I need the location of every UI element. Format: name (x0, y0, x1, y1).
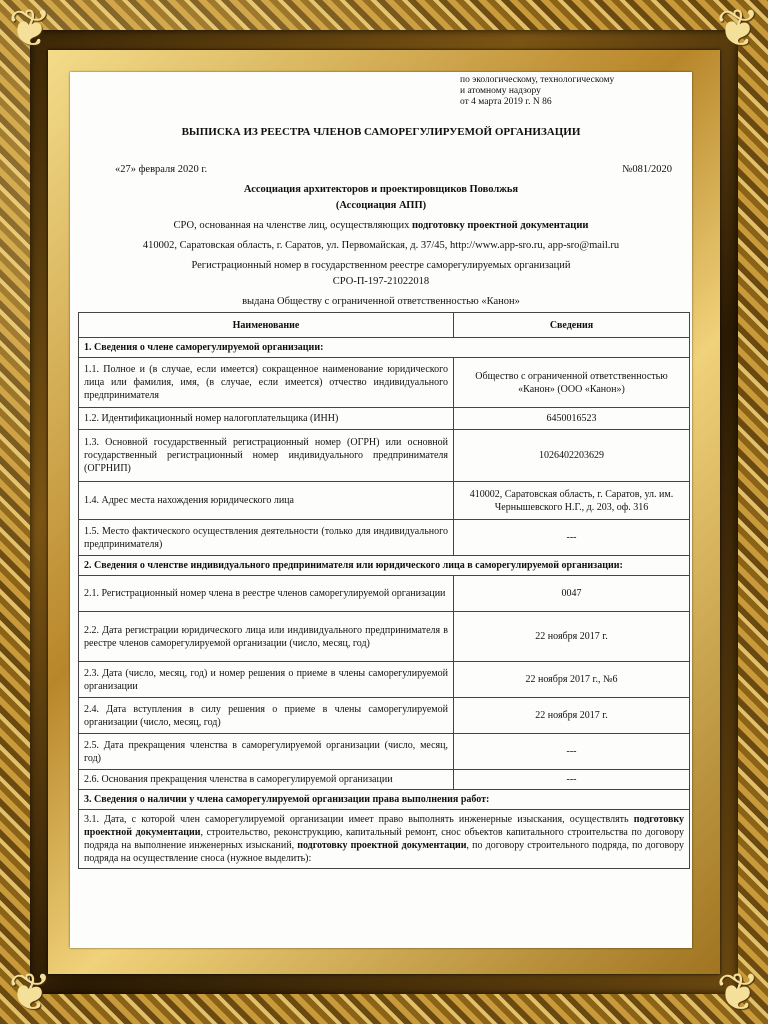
corner-ornament-icon: ❦ (8, 965, 52, 1022)
row-value: --- (454, 770, 690, 790)
organization-address: 410002, Саратовская область, г. Саратов, ул. Первомайская, д. 37/45, http://www.app-sro.ru, app-sro@mail.ru (142, 240, 620, 251)
table-row (79, 408, 690, 430)
table-row (79, 698, 690, 734)
corner-ornament-icon: ❦ (716, 1, 760, 58)
organization-name: Ассоциация архитекторов и проектировщиков Поволжья (243, 184, 519, 195)
approval-note (460, 75, 614, 108)
approval-line: от 4 марта 2019 г. N 86 (460, 97, 552, 107)
sro-description-bold: подготовку проектной документации (411, 220, 589, 231)
table-header-row (79, 313, 690, 338)
document-page (70, 72, 692, 948)
table-row (79, 810, 690, 869)
row-label: 2.1. Регистрационный номер члена в реестре членов саморегулируемой организации (79, 576, 454, 612)
row-3-1 (79, 810, 690, 869)
row-value: --- (454, 734, 690, 770)
registry-number: СРО-П-197-21022018 (332, 276, 430, 287)
document-title: ВЫПИСКА ИЗ РЕЕСТРА ЧЛЕНОВ САМОРЕГУЛИРУЕМОЙ ОРГАНИЗАЦИИ (181, 126, 581, 138)
row-label: 2.3. Дата (число, месяц, год) и номер решения о приеме в члены саморегулируемой организации (79, 662, 454, 698)
organization-block (70, 182, 692, 214)
corner-ornament-icon: ❦ (716, 965, 760, 1022)
section-row (79, 556, 690, 576)
table-row (79, 482, 690, 520)
row-3-1-bold: подготовку проектной документации (297, 840, 467, 851)
table-row (79, 770, 690, 790)
organization-short-name: (Ассоциация АПП) (335, 200, 427, 211)
row-3-1-text: 3.1. Дата, с которой член саморегулируемой организации имеет право выполнять инженерные изыскания, осуществлять (84, 814, 634, 825)
section-3-title: 3. Сведения о наличии у члена саморегулируемой организации права выполнения работ: (79, 790, 690, 810)
table-row (79, 734, 690, 770)
table-row (79, 430, 690, 482)
approval-line: по экологическому, технологическому (460, 75, 615, 85)
row-label: 2.2. Дата регистрации юридического лица или индивидуального предпринимателя в реестре членов саморегулируемой организации (число, месяц, год) (79, 612, 454, 662)
corner-ornament-icon: ❦ (8, 1, 52, 58)
column-header-name: Наименование (79, 313, 454, 338)
sro-description (70, 220, 692, 231)
document-date: «27» февраля 2020 г. (115, 164, 208, 175)
row-value: 0047 (454, 576, 690, 612)
section-row (79, 338, 690, 358)
document-number: №081/2020 (622, 164, 672, 175)
row-value: 22 ноября 2017 г., №6 (454, 662, 690, 698)
registry-line: Регистрационный номер в государственном реестре саморегулируемых организаций (191, 260, 571, 271)
table-row (79, 358, 690, 408)
section-row (79, 790, 690, 810)
row-label: 1.4. Адрес места нахождения юридического лица (79, 482, 454, 520)
section-2-title: 2. Сведения о членстве индивидуального предпринимателя или юридического лица в саморегулируемой организации: (79, 556, 690, 576)
row-value: 410002, Саратовская область, г. Саратов, ул. им. Чернышевского Н.Г., д. 203, оф. 316 (454, 482, 690, 520)
row-3-1-text: , по договору строительного подряда, по договору подряда на осуществление сноса (нужное выделить): (84, 840, 685, 864)
section-1-title: 1. Сведения о члене саморегулируемой организации: (79, 338, 690, 358)
row-value: --- (454, 520, 690, 556)
row-value: 22 ноября 2017 г. (454, 698, 690, 734)
row-label: 1.2. Идентификационный номер налогоплательщика (ИНН) (79, 408, 454, 430)
table-row (79, 576, 690, 612)
row-value: 6450016523 (454, 408, 690, 430)
row-label: 2.5. Дата прекращения членства в саморегулируемой организации (число, месяц, год) (79, 734, 454, 770)
table-row (79, 662, 690, 698)
issued-to: выдана Обществу с ограниченной ответственностью «Канон» (242, 296, 520, 307)
registry-table (78, 312, 690, 869)
approval-line: и атомному надзору (460, 86, 541, 96)
row-label: 1.5. Место фактического осуществления деятельности (только для индивидуального предпринимателя) (79, 520, 454, 556)
row-label: 2.6. Основания прекращения членства в саморегулируемой организации (79, 770, 454, 790)
sro-description-text: СРО, основанная на членстве лиц, осуществляющих (173, 220, 412, 231)
table-row (79, 612, 690, 662)
row-value: 22 ноября 2017 г. (454, 612, 690, 662)
row-label: 1.3. Основной государственный регистрационный номер (ОГРН) или основной государственный регистрационный номер индивидуального предпринимателя (ОГРНИП) (79, 430, 454, 482)
row-3-1-text: , строительство, реконструкцию, капитальный ремонт, снос объектов капитального строительства по договору подряда на выполнение инженерных изысканий, (84, 827, 684, 851)
row-value: Общество с ограниченной ответственностью «Канон» (ООО «Канон») (454, 358, 690, 408)
row-label: 2.4. Дата вступления в силу решения о приеме в члены саморегулируемой организации (число, месяц, год) (79, 698, 454, 734)
row-label: 1.1. Полное и (в случае, если имеется) сокращенное наименование юридического лица или фамилия, имя, (в случае, если имеется) отчество индивидуального предпринимателя (79, 358, 454, 408)
column-header-info: Сведения (454, 313, 690, 338)
row-3-1-bold: подготовку проектной документации (84, 814, 684, 838)
row-value: 1026402203629 (454, 430, 690, 482)
table-row (79, 520, 690, 556)
